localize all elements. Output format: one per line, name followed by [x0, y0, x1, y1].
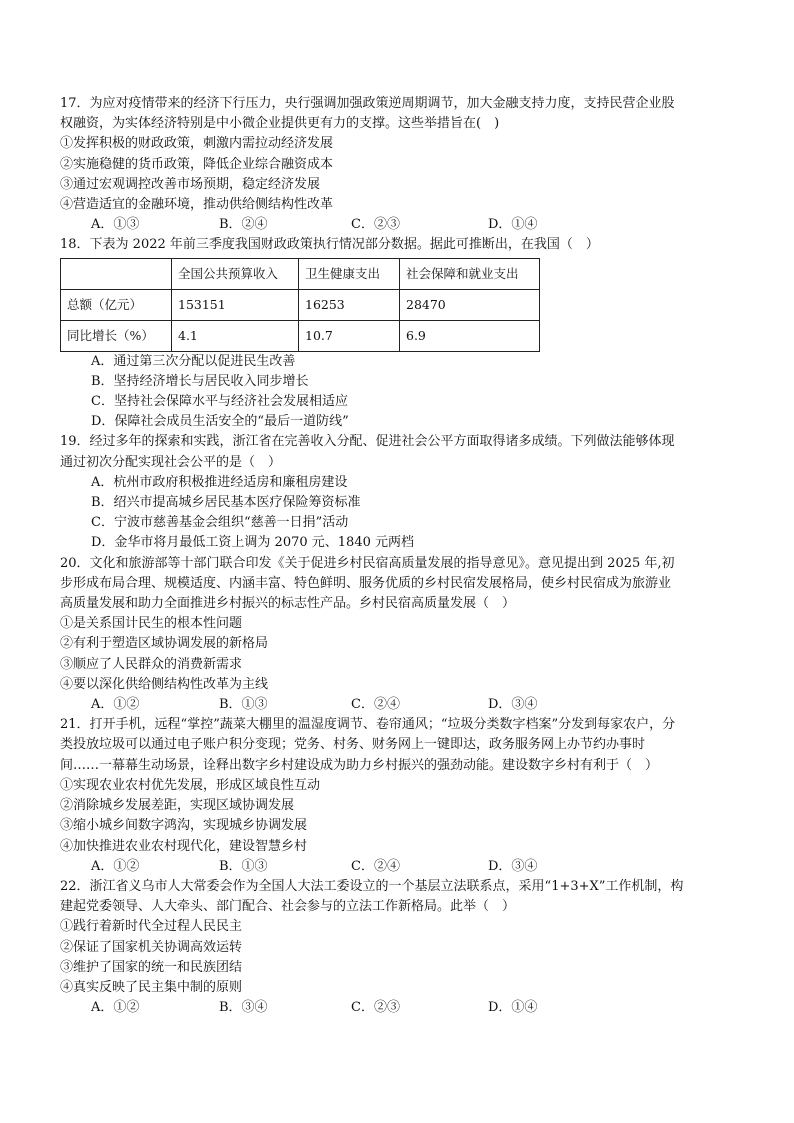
- question-19-option-c: C．宁波市慈善基金会组织“慈善一日捐”活动: [91, 515, 349, 531]
- question-19-option-a: A．杭州市政府积极推进经适房和廉租房建设: [91, 474, 348, 490]
- question-18-option-d: D．保障社会成员生活安全的“最后一道防线”: [91, 414, 349, 430]
- question-20-item-1: ①是关系国计民生的根本性问题: [60, 616, 243, 632]
- question-21-options: [60, 857, 740, 877]
- option-d: D．③④: [488, 697, 538, 713]
- option-a: A．①②: [91, 697, 140, 713]
- question-17-stem-line-2: 权融资，为实体经济特别是中小微企业提供更有力的支撑。这些举措旨在( ): [60, 116, 500, 132]
- option-b: B．②④: [219, 217, 268, 233]
- question-20-item-2: ②有利于塑造区域协调发展的新格局: [60, 636, 269, 652]
- question-21: [60, 715, 740, 877]
- question-21-item-2: ②消除城乡发展差距，实现区域协调发展: [60, 798, 295, 814]
- question-20-stem-line-3: 高质量发展和助力全面推进乡村振兴的标志性产品。乡村民宿高质量发展（ ）: [60, 596, 516, 612]
- table-row: [61, 320, 540, 351]
- table-cell: 10.7: [299, 320, 400, 351]
- question-21-stem-line-3: 间……一幕幕生动场景，诠释出数字乡村建设成为助力乡村振兴的强劲动能。建设数字乡村有利于（ ）: [60, 757, 659, 773]
- table-header-cell: 全国公共预算收入: [172, 258, 299, 289]
- option-b: B．①③: [219, 858, 268, 874]
- option-d: D．①④: [488, 1000, 538, 1016]
- question-19-stem-line-1: 19．经过多年的探索和实践，浙江省在完善收入分配、促进社会公平方面取得诸多成绩。下列做法能够体现: [60, 434, 675, 450]
- option-a: A．①③: [91, 217, 140, 233]
- question-18-stem: 18．下表为 2022 年前三季度我国财政政策执行情况部分数据。据此可推断出，在我国（ ）: [60, 237, 599, 253]
- question-17-stem-line-1: 17．为应对疫情带来的经济下行压力，央行强调加强政策逆周期调节，加大金融支持力度，支持民营企业股: [60, 96, 675, 111]
- table-header-cell: [61, 258, 172, 289]
- question-21-stem-line-2: 类投放垃圾可以通过电子账户积分变现；党务、村务、财务网上一键即达，政务服务网上办节约办事时: [60, 737, 646, 753]
- question-20-item-3: ③顺应了人民群众的消费新需求: [60, 656, 243, 672]
- table-header-row: [61, 258, 540, 289]
- question-20: [60, 554, 740, 716]
- question-20-item-4: ④要以深化供给侧结构性改革为主线: [60, 676, 269, 692]
- option-a: A．①②: [91, 858, 140, 874]
- question-18-option-a: A．通过第三次分配以促进民生改善: [91, 353, 296, 369]
- question-18-option-b: B．坚持经济增长与居民收入同步增长: [91, 373, 309, 389]
- option-b: B．①③: [219, 697, 268, 713]
- question-22: [60, 877, 740, 1018]
- table-row: [61, 289, 540, 320]
- question-21-item-4: ④加快推进农业农村现代化，建设智慧乡村: [60, 838, 308, 854]
- question-19-option-b: B．绍兴市提高城乡居民基本医疗保险筹资标准: [91, 495, 361, 511]
- question-19-stem-line-2: 通过初次分配实现社会公平的是（ ）: [60, 454, 282, 470]
- question-22-options: [60, 998, 740, 1018]
- table-cell: 28470: [400, 289, 540, 320]
- table-cell: 16253: [299, 289, 400, 320]
- question-22-item-1: ①践行着新时代全过程人民民主: [60, 919, 243, 935]
- table-cell: 总额（亿元）: [61, 289, 172, 320]
- table-cell: 6.9: [400, 320, 540, 351]
- question-18-option-c: C．坚持社会保障水平与经济社会发展相适应: [91, 394, 348, 410]
- question-17: [60, 94, 740, 235]
- question-20-stem-line-2: 步形成布局合理、规模适度、内涵丰富、特色鲜明、服务优质的乡村民宿发展格局，使乡村民宿成为旅游业: [60, 575, 672, 591]
- question-19: [60, 432, 740, 553]
- table-cell: 同比增长（%）: [61, 320, 172, 351]
- question-21-item-3: ③缩小城乡间数字鸿沟，实现城乡协调发展: [60, 818, 308, 834]
- option-d: D．①④: [488, 217, 538, 233]
- question-17-item-1: ①发挥积极的财政政策，刺激内需拉动经济发展: [60, 136, 334, 152]
- question-21-item-1: ①实现农业农村优先发展，形成区域良性互动: [60, 777, 321, 793]
- question-19-option-d: D．金华市将月最低工资上调为 2070 元、1840 元两档: [91, 535, 414, 551]
- question-17-item-2: ②实施稳健的货币政策，降低企业综合融资成本: [60, 156, 334, 172]
- question-22-item-2: ②保证了国家机关协调高效运转: [60, 939, 243, 955]
- question-18: [60, 235, 740, 432]
- table-cell: 4.1: [172, 320, 299, 351]
- question-20-options: [60, 695, 740, 715]
- option-b: B．③④: [219, 1000, 268, 1016]
- question-22-item-3: ③维护了国家的统一和民族团结: [60, 959, 243, 975]
- question-22-stem-line-1: 22．浙江省义乌市人大常委会作为全国人大法工委设立的一个基层立法联系点，采用“1+3+X”工作机制，构: [60, 878, 684, 894]
- question-17-item-3: ③通过宏观调控改善市场预期，稳定经济发展: [60, 176, 321, 192]
- option-c: C．②④: [351, 858, 400, 874]
- question-22-item-4: ④真实反映了民主集中制的原则: [60, 979, 243, 995]
- table-header-cell: 卫生健康支出: [299, 258, 400, 289]
- question-17-item-4: ④营造适宜的金融环境，推动供给侧结构性改革: [60, 197, 334, 213]
- option-c: C．②③: [351, 1000, 400, 1016]
- question-22-stem-line-2: 建起党委领导、人大牵头、部门配合、社会参与的立法工作新格局。此举（ ）: [60, 899, 516, 915]
- table-cell: 153151: [172, 289, 299, 320]
- exam-page: [60, 94, 740, 1018]
- question-21-stem-line-1: 21．打开手机，远程“掌控”蔬菜大棚里的温湿度调节、卷帘通风；“垃圾分类数字档案”分发到每家农户，分: [60, 717, 676, 733]
- fiscal-data-table: [60, 258, 540, 352]
- table-header-cell: 社会保障和就业支出: [400, 258, 540, 289]
- option-c: C．②③: [351, 217, 400, 233]
- question-20-stem-line-1: 20．文化和旅游部等十部门联合印发《关于促进乡村民宿高质量发展的指导意见》。意见提出到 2025 年,初: [60, 555, 675, 571]
- option-d: D．③④: [488, 858, 538, 874]
- option-c: C．②④: [351, 697, 400, 713]
- question-17-options: [60, 215, 740, 235]
- option-a: A．①②: [91, 1000, 140, 1016]
